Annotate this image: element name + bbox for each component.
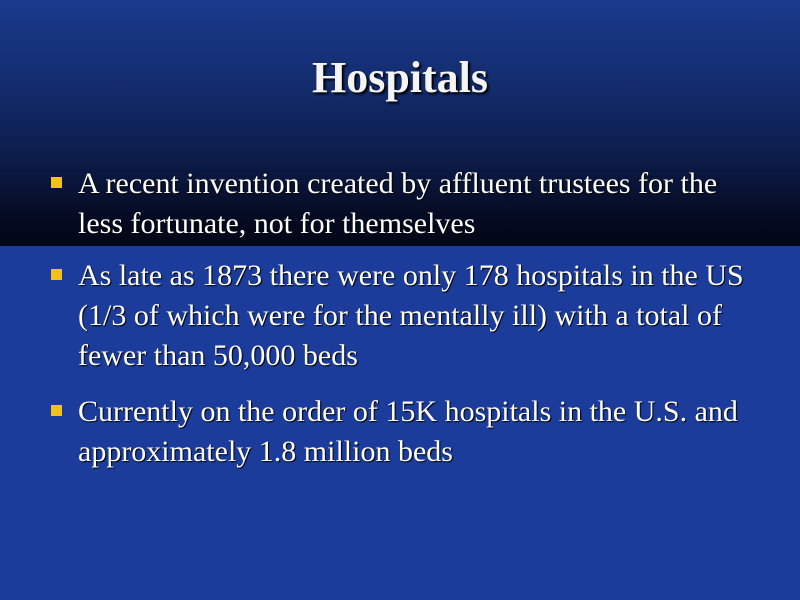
bullet-text: Currently on the order of 15K hospitals in the U.S. and approximately 1.8 million beds <box>78 395 738 468</box>
square-bullet-icon <box>51 269 62 280</box>
square-bullet-icon <box>51 405 62 416</box>
bullet-text: As late as 1873 there were only 178 hospitals in the US (1/3 of which were for the mentally ill) with a total of fewer than 50,000 beds <box>78 259 744 372</box>
square-bullet-icon <box>51 177 62 188</box>
slide-title: Hospitals <box>311 53 489 102</box>
bullet-text: A recent invention created by affluent trustees for the less fortunate, not for themselves <box>78 167 718 240</box>
